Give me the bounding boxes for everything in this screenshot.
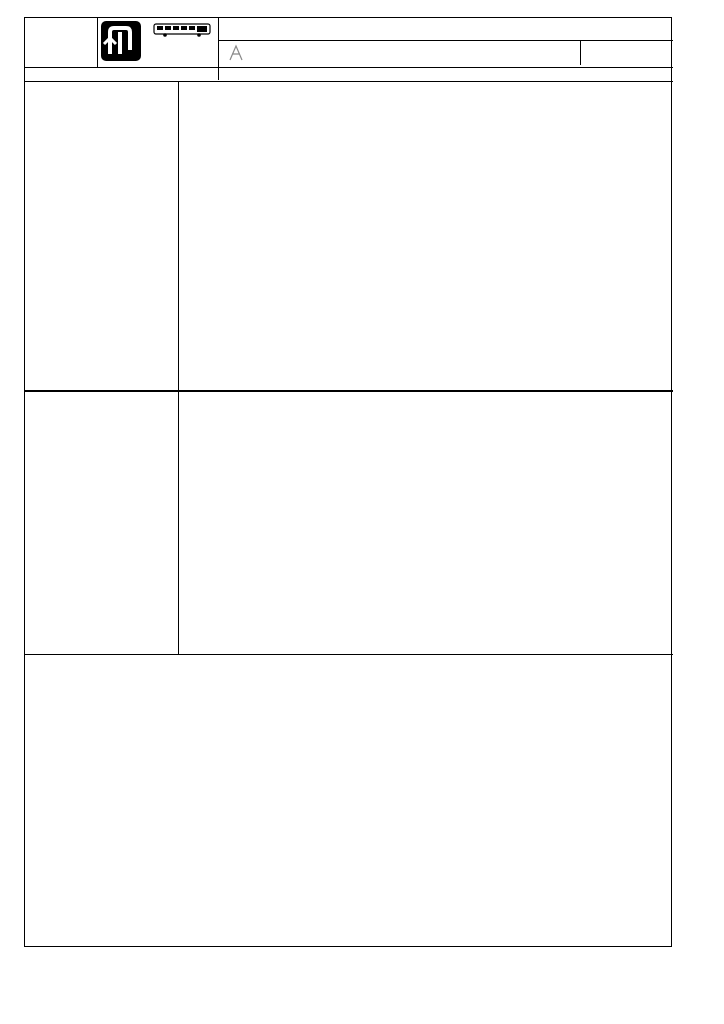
timetable-frame — [24, 17, 672, 947]
timetable-outbound — [25, 82, 673, 390]
operator-logo-icon — [228, 44, 244, 62]
timetable-return — [25, 392, 673, 654]
bus-icon — [153, 23, 211, 37]
diversion-icon — [100, 20, 142, 62]
